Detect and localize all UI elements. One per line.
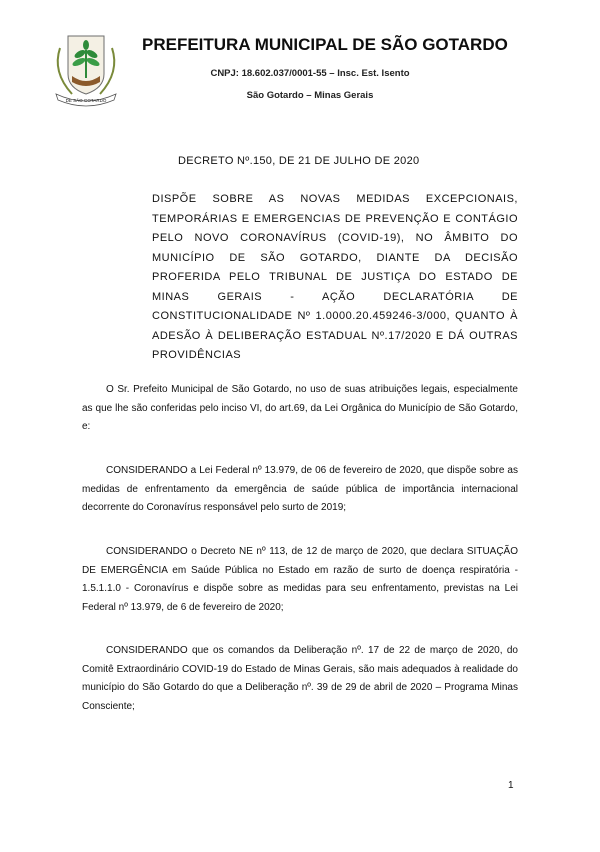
body-paragraph (82, 462, 518, 518)
paragraph-text: O Sr. Prefeito Municipal de São Gotardo, no uso de suas atribuições legais, especialmente as que lhe são conferidas pelo inciso VI, do art.69, da Lei Orgânica do Município de São Gotardo, e: (82, 384, 518, 432)
paragraph-text: CONSIDERANDO a Lei Federal nº 13.979, de 06 de fevereiro de 2020, que dispõe sobre as medidas de enfrentamento da emergência de saúde pública de importância internacional decorrente do Coronavírus responsável pelo surto de 2019; (82, 465, 518, 513)
paragraph-text: CONSIDERANDO que os comandos da Deliberação nº. 17 de 22 de março de 2020, do Comitê Extraordinário COVID-19 do Estado de Minas Gerais, são mais adequados à realidade do município do São Gotardo do que a Deliberação nº. 39 de 29 de abril de 2020 – Programa Minas Consciente; (82, 645, 518, 712)
body-paragraph (82, 642, 518, 716)
decree-title: DECRETO Nº.150, DE 21 DE JULHO DE 2020 (178, 155, 420, 167)
crest-ribbon-text: DE SÃO GOTARDO (65, 98, 107, 103)
paragraph-text: CONSIDERANDO o Decreto NE nº 113, de 12 de março de 2020, que declara SITUAÇÃO DE EMERGÊNCIA em Saúde Pública no Estado em razão de surto de doença respiratória - 1.5.1.1.0 - Coronavírus e dispõe sobre as medidas para seu enfrentamento, previstas na Lei Federal nº 13.979, de 6 de fevereiro de 2020; (82, 546, 518, 613)
decree-ementa: DISPÕE SOBRE AS NOVAS MEDIDAS EXCEPCIONAIS, TEMPORÁRIAS E EMERGENCIAS DE PREVENÇÃO E CONTÁGIO PELO NOVO CORONAVÍRUS (COVID-19), NO ÂMBITO DO MUNICÍPIO DE SÃO GOTARDO, DIANTE DA DECISÃO PROFERIDA PELO TRIBUNAL DE JUSTIÇA DO ESTADO DE MINAS GERAIS - AÇÃO DECLARATÓRIA DE CONSTITUCIONALIDADE Nº 1.0000.20.459246-3/000, QUANTO À ADESÃO À DELIBERAÇÃO ESTADUAL Nº.17/2020 E DÁ OUTRAS PROVIDÊNCIAS (152, 193, 518, 361)
city-line: São Gotardo – Minas Gerais (246, 90, 374, 101)
municipality-title: PREFEITURA MUNICIPAL DE SÃO GOTARDO (142, 35, 508, 54)
page-number: 1 (508, 780, 514, 791)
body-paragraph (82, 543, 518, 617)
municipal-crest-logo (42, 28, 130, 108)
body-paragraph (82, 381, 518, 437)
cnpj-line: CNPJ: 18.602.037/0001-55 – Insc. Est. Isento (210, 68, 410, 79)
